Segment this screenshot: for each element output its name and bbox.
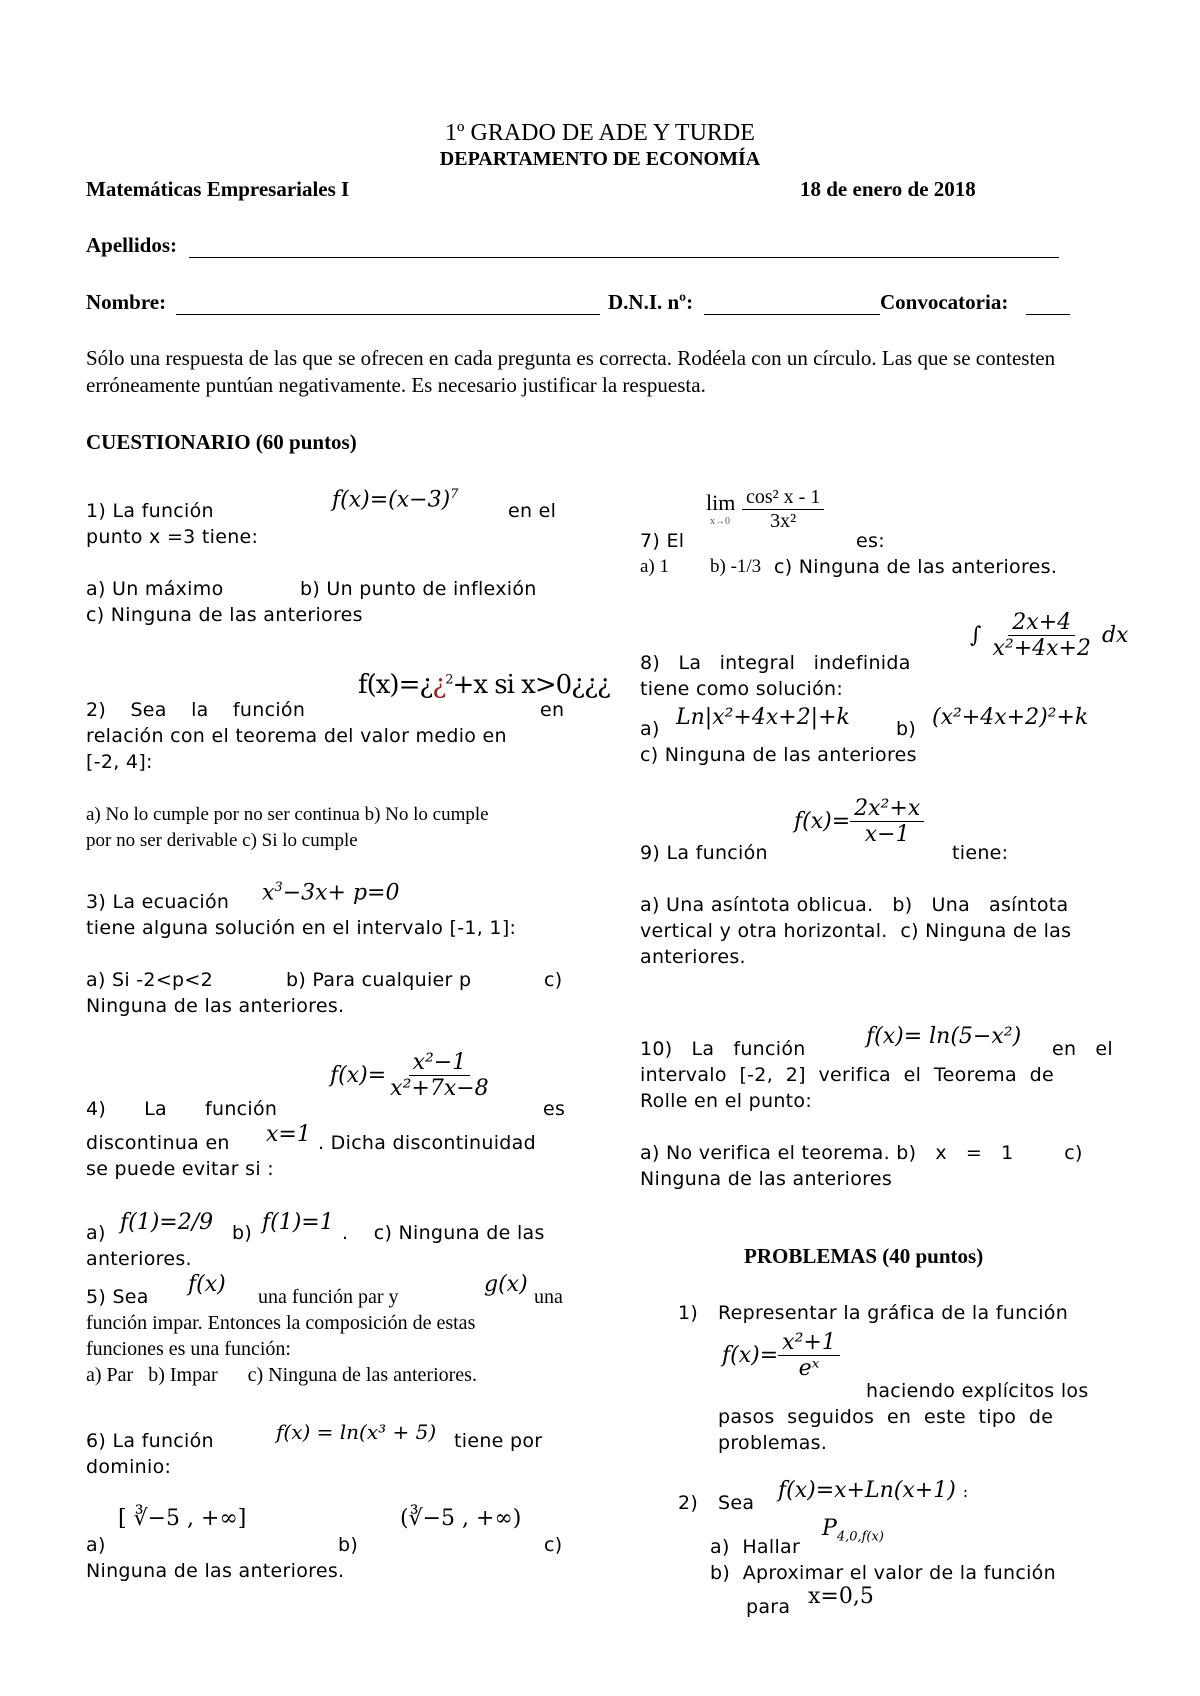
q4-line2a: discontinua en [86,1132,230,1154]
q10-option-c-text: Ninguna de las anteriores [640,1168,893,1190]
q4-line2b: . Dicha discontinuidad [318,1132,536,1154]
q4-pre: 4) La función [86,1098,278,1120]
q3-option-c[interactable]: c) [544,969,563,991]
q6-pre: 6) La función [86,1430,214,1452]
q3-option-b[interactable]: b) Para cualquier p [286,969,472,991]
q4-option-b-value: f(1)=1 [262,1210,334,1235]
q1-option-a[interactable]: a) Un máximo [86,578,224,600]
q5-f: f(x) [188,1272,226,1297]
convocatoria-line [1026,314,1070,315]
q7-option-b[interactable]: b) -1/3 [710,556,762,577]
q7-post: es: [856,530,885,552]
nombre-label: Nombre: [86,290,167,314]
q3-option-a[interactable]: a) Si -2<p<2 [86,969,214,991]
q5-g: g(x) [484,1272,528,1297]
q5-mid: una función par y [258,1286,399,1308]
q10-post: en el [1052,1038,1113,1060]
convocatoria-field[interactable] [880,290,1008,315]
q6-post: tiene por [454,1430,543,1452]
q9-post: tiene: [952,842,1009,864]
q2-math: f(x)=¿¿$^2$+x si x>0¿¿¿ [358,670,610,700]
q5-post: una [534,1286,563,1308]
p1-number: 1) [678,1302,699,1324]
q3-line2: tiene alguna solución en el intervalo [-1, 1]: [86,917,517,939]
q5-pre: 5) Sea [86,1286,149,1308]
q2-pre: 2) Sea la función [86,699,306,721]
q4-option-c[interactable]: . c) Ninguna de las [342,1222,545,1244]
q7-option-a[interactable]: a) 1 [640,556,670,577]
q4-line3: se puede evitar si : [86,1158,274,1180]
p1-line1: Representar la gráfica de la función [718,1302,1069,1324]
q8-option-a-value: Ln|x²+4x+2|+k [676,705,850,730]
q8-integral: ∫ $\frac{2x+4}{\text{x²+4x+2}}$ dx [970,610,1129,662]
q1-option-b[interactable]: b) Un punto de inflexión [300,578,537,600]
q6-option-c[interactable]: c) [544,1534,563,1556]
nombre-field[interactable] [86,290,166,315]
q8-option-b[interactable]: b) [896,718,917,740]
q6-option-c-text: Ninguna de las anteriores. [86,1560,345,1582]
p1-line4: problemas. [718,1432,828,1454]
q7-option-c[interactable]: c) Ninguna de las anteriores. [774,556,1058,578]
q2-options-line2[interactable]: por no ser derivable c) Si lo cumple [86,830,358,851]
problemas-heading: PROBLEMAS (40 puntos) [744,1244,984,1268]
q1-post: en el [508,500,557,522]
q9-option-c-text: anteriores. [640,946,746,968]
q1-option-c[interactable]: c) Ninguna de las anteriores [86,604,363,626]
q4-option-c-text: anteriores. [86,1248,192,1270]
q3-equation: $x^3-3x+ p=0$ [262,880,400,906]
q6-line2: dominio: [86,1456,172,1478]
apellidos-label: Apellidos: [86,233,178,257]
q6-option-b-value: (∛−5 , +∞) [400,1506,522,1531]
exam-title: 1º GRADO DE ADE Y TURDE [445,120,755,146]
q6-option-a[interactable]: a) [86,1534,106,1556]
q10-line2: intervalo [-2, 2] verifica el Teorema de [640,1064,1054,1086]
q4-option-a[interactable]: a) [86,1222,106,1244]
q5-line2: función impar. Entonces la composición de estas [86,1312,476,1334]
nombre-line [176,314,600,315]
p2-part-b: b) Aproximar el valor de la función [710,1562,1056,1584]
q7-lim-sub: x→0 [710,516,730,527]
q9-pre: 9) La función [640,842,768,864]
p2-part-a-value: $P_{4,0,f(x)}$ [822,1516,884,1545]
q7-lim: lim [706,490,736,515]
q8-line2: tiene como solución: [640,678,844,700]
q10-options[interactable]: a) No verifica el teorema. b) x = 1 c) [640,1142,1083,1164]
q3-option-c-text: Ninguna de las anteriores. [86,995,345,1017]
q4-xeq: x=1 [266,1122,311,1147]
p2-pre: Sea [718,1492,755,1514]
q9-option-bc[interactable]: vertical y otra horizontal. c) Ninguna de las [640,920,1072,942]
q10-line3: Rolle en el punto: [640,1090,813,1112]
q2-options-line1[interactable]: a) No lo cumple por no ser continua b) No lo cumple [86,804,489,825]
p1-post: haciendo explícitos los [866,1380,1089,1402]
convocatoria-label: Convocatoria: [880,290,1009,314]
course-name: Matemáticas Empresariales I [86,177,350,201]
apellidos-line [189,257,1059,258]
q1-line2: punto x =3 tiene: [86,526,259,548]
p2-number: 2) [678,1492,699,1514]
q8-option-b-value: (x²+4x+2)²+k [932,705,1089,730]
q1-math: $f(x)=(x-3)^7$ [332,487,459,513]
q4-fraction: f(x)= $\frac{\text{x²−1}}{\text{x²+7x−8}}$ [330,1050,489,1102]
q1-pre: 1) La función [86,500,214,522]
p1-line3: pasos seguidos en este tipo de [718,1406,1054,1428]
q9-fraction: f(x)= $\frac{\text{2x²+x}}{x-1}$ [794,796,924,848]
department: DEPARTAMENTO DE ECONOMÍA [439,148,761,170]
q8-option-c[interactable]: c) Ninguna de las anteriores [640,744,917,766]
q5-line3: funciones es una función: [86,1338,291,1360]
q3-pre: 3) La ecuación [86,891,230,913]
q6-option-b[interactable]: b) [338,1534,359,1556]
p2-part-b-value: x=0,5 [808,1584,874,1609]
q10-math: f(x)= ln(5−x²) [866,1024,1022,1049]
q8-option-a[interactable]: a) [640,718,660,740]
q10-pre: 10) La función [640,1038,806,1060]
exam-date: 18 de enero de 2018 [800,177,976,201]
apellidos-field[interactable] [86,233,177,258]
p2-part-a: a) Hallar [710,1536,801,1558]
dni-field[interactable] [608,290,693,315]
q6-math: f(x) = ln(x³ + 5) [276,1420,437,1444]
instructions: Sólo una respuesta de las que se ofrecen en cada pregunta es correcta. Rodéela con un círculo. Las que se contesten erróneamente puntúan negativamente. Es necesario justificar la respuesta. [86,346,1056,397]
q8-pre: 8) La integral indefinida [640,652,911,674]
q7-pre: 7) El [640,530,685,552]
p2-part-b-line2: para [746,1596,791,1618]
p2-math: f(x)=x+Ln(x+1) : [778,1478,969,1503]
dni-label: D.N.I. nº: [608,290,694,314]
cuestionario-heading: CUESTIONARIO (60 puntos) [86,430,357,454]
q2-post: en [540,699,565,721]
q4-option-a-value: f(1)=2/9 [120,1210,214,1235]
q5-options[interactable]: a) Par b) Impar c) Ninguna de las anteriores. [86,1364,477,1386]
q9-option-ab[interactable]: a) Una asíntota oblicua. b) Una asíntota [640,894,1069,916]
q2-line2: relación con el teorema del valor medio en [86,725,507,747]
p1-function: f(x)= $\frac{\text{x²+1}}{\text{eˣ}}$ [722,1330,840,1382]
q4-post: es [543,1098,566,1120]
q6-option-a-value: [ ∛−5 , +∞] [118,1506,247,1531]
dni-line [704,314,880,315]
q2-line3: [-2, 4]: [86,751,153,773]
q7-fraction: $\frac{\text{cos² x - 1}}{\text{3x²}}$ [742,486,824,533]
q4-option-b[interactable]: b) [232,1222,253,1244]
